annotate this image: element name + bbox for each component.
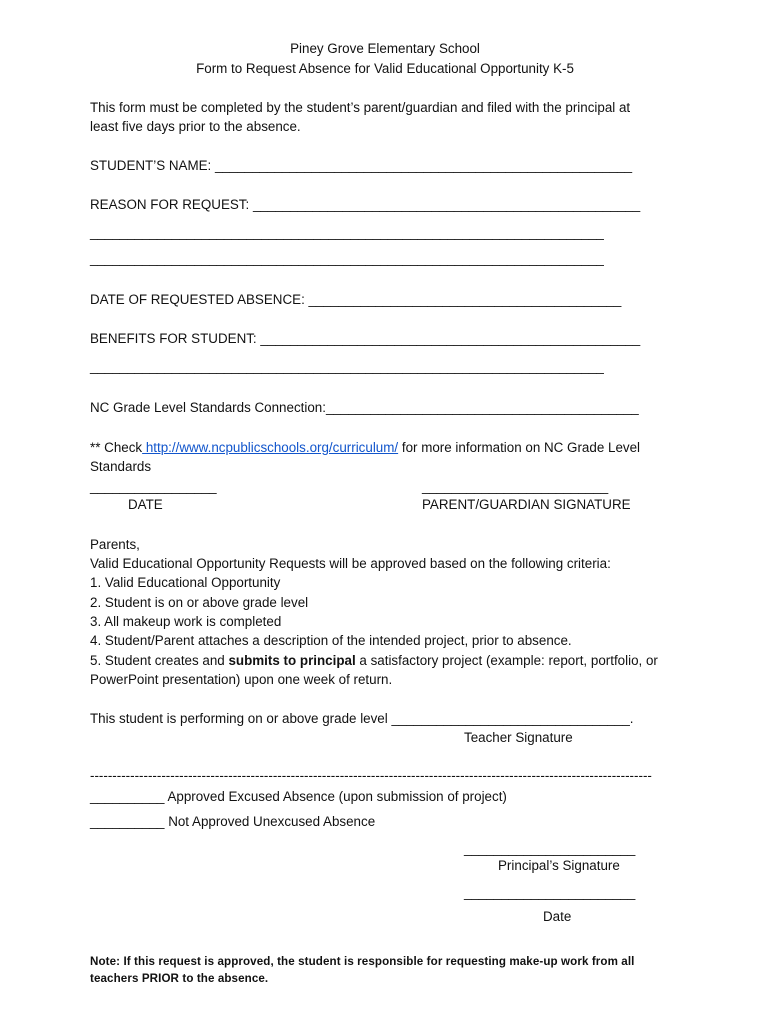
not-approved-field[interactable]: __________ Not Approved Unexcused Absence — [90, 814, 376, 829]
criteria-item-5-bold: submits to principal — [228, 653, 356, 668]
principal-date-line[interactable]: _______________________ — [464, 885, 636, 900]
criteria-item-1: 1. Valid Educational Opportunity — [90, 575, 281, 590]
intro-line-2: least five days prior to the absence. — [90, 119, 301, 134]
parent-signature-line[interactable]: _________________________ — [422, 479, 609, 494]
date-label: DATE — [128, 497, 163, 512]
separator-line: ------------------------------------------------------------------------------------------------------------------------------ — [90, 768, 652, 783]
reason-field[interactable]: REASON FOR REQUEST: ____________________________________________________ — [90, 197, 641, 212]
check-prefix: ** Check — [90, 440, 143, 455]
check-line — [90, 440, 640, 456]
check-line-2: Standards — [90, 459, 152, 474]
reason-blank-line-1[interactable]: _____________________________________________________________________ — [90, 225, 604, 240]
note-line-2: teachers PRIOR to the absence. — [90, 972, 269, 985]
criteria-intro: Valid Educational Opportunity Requests will be approved based on the following criteria: — [90, 556, 611, 571]
teacher-statement[interactable]: This student is performing on or above grade level ________________________________. — [90, 711, 634, 726]
benefits-blank-line[interactable]: _____________________________________________________________________ — [90, 359, 604, 374]
date-requested-field[interactable]: DATE OF REQUESTED ABSENCE: __________________________________________ — [90, 292, 622, 307]
criteria-item-3: 3. All makeup work is completed — [90, 614, 282, 629]
principal-date-label: Date — [543, 909, 572, 924]
form-title: Form to Request Absence for Valid Educational Opportunity K-5 — [196, 61, 574, 76]
reason-blank-line-2[interactable]: _____________________________________________________________________ — [90, 251, 604, 266]
student-name-field[interactable]: STUDENT’S NAME: ________________________________________________________ — [90, 158, 633, 173]
criteria-item-5 — [90, 653, 658, 669]
principal-signature-label: Principal’s Signature — [498, 858, 620, 873]
salutation: Parents, — [90, 537, 140, 552]
teacher-signature-label: Teacher Signature — [464, 730, 573, 745]
date-signature-line[interactable]: _________________ — [90, 479, 217, 494]
nc-standards-field[interactable]: NC Grade Level Standards Connection:__________________________________________ — [90, 400, 639, 415]
school-name: Piney Grove Elementary School — [290, 41, 480, 56]
criteria-item-5-pre: 5. Student creates and — [90, 653, 229, 668]
criteria-item-5-line-2: PowerPoint presentation) upon one week of return. — [90, 672, 393, 687]
benefits-field[interactable]: BENEFITS FOR STUDENT: ___________________________________________________ — [90, 331, 641, 346]
criteria-item-4: 4. Student/Parent attaches a description of the intended project, prior to absence. — [90, 633, 572, 648]
curriculum-link[interactable]: http://www.ncpublicschools.org/curriculum/ — [142, 440, 399, 455]
criteria-item-2: 2. Student is on or above grade level — [90, 595, 309, 610]
approved-excused-field[interactable]: __________ Approved Excused Absence (upon submission of project) — [90, 789, 507, 804]
intro-line-1: This form must be completed by the student’s parent/guardian and filed with the principal at — [90, 100, 631, 115]
criteria-item-5-post: a satisfactory project (example: report, portfolio, or — [355, 653, 658, 668]
principal-signature-line[interactable]: _______________________ — [464, 841, 636, 856]
check-suffix: for more information on NC Grade Level — [398, 440, 641, 455]
note-line-1: Note: If this request is approved, the student is responsible for requesting make-up work from all — [90, 955, 635, 968]
parent-signature-label: PARENT/GUARDIAN SIGNATURE — [422, 497, 631, 512]
